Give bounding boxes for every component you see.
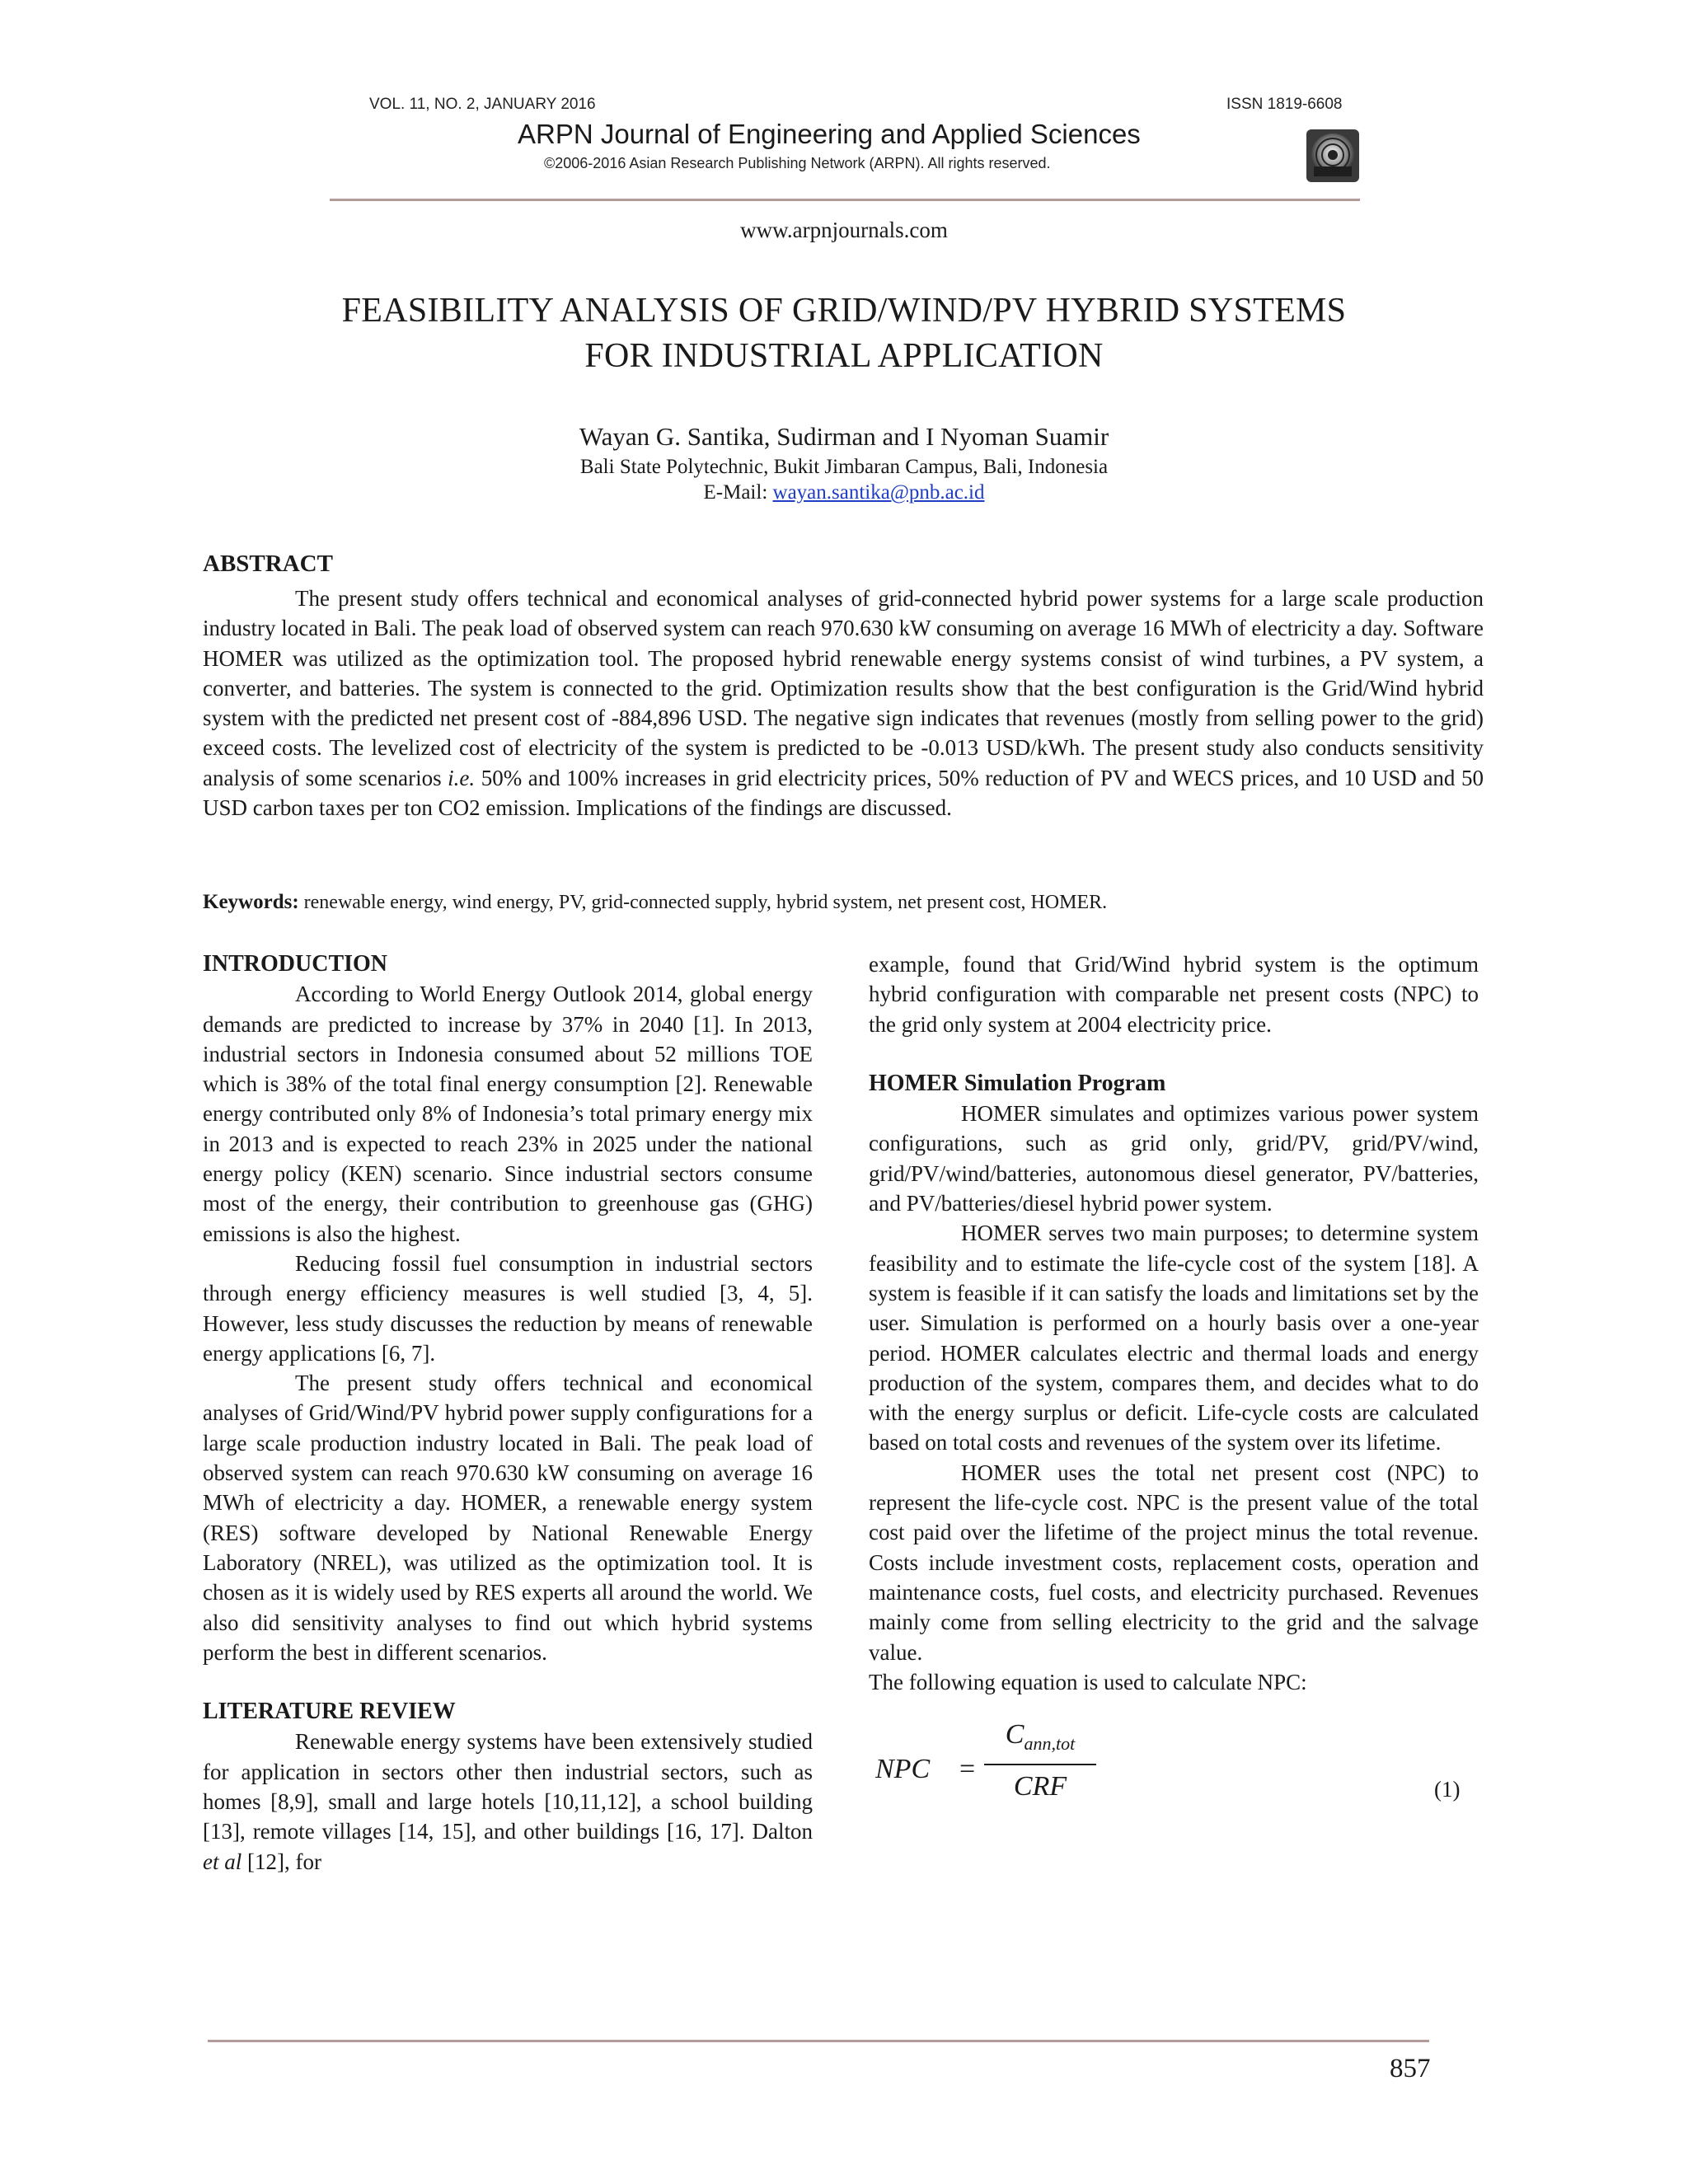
abstract-heading: ABSTRACT [203,551,333,577]
literature-text-part-2: [12], for [241,1849,321,1874]
email-link[interactable]: wayan.santika@pnb.ac.id [772,481,985,504]
homer-paragraph-3: HOMER uses the total net present cost (NPC) to represent the life-cycle cost. NPC is the present value of the total cost paid over the lifetime of the project minus the total revenue. Costs include investment costs, replacement costs, operation and maintenance costs, fuel costs, and electricity purchased. Revenues mainly come from selling electricity to the grid and the salvage value. [869,1460,1479,1665]
copyright: ©2006-2016 Asian Research Publishing Network (ARPN). All rights reserved. [544,155,1051,171]
right-column [869,949,1479,1817]
introduction-paragraph-1: According to World Energy Outlook 2014, global energy demands are predicted to increase by 37% in 2040 [1]. In 2013, industrial sectors in Indonesia consumed about 52 millions TOE which is 38% of the total final energy consumption [2]. Renewable energy contributed only 8% of Indonesia’s total primary energy mix in 2013 and is expected to reach 23% in 2025 under the national energy policy (KEN) scenario. Since industrial sectors consume most of the energy, their contribution to greenhouse gas (GHG) emissions is also the highest. [203,982,813,1246]
abstract-text-part-1: The present study offers technical and economical analyses of grid-connected hybrid power systems for a large scale production industry located in Bali. The peak load of observed system can reach 970.630 kW consuming on average 16 MWh of electricity a day. Software HOMER was utilized as the optimization tool. The proposed hybrid renewable energy systems consist of wind turbines, a PV system, a converter, and batteries. The system is connected to the grid. Optimization results show that the best configuration is the Grid/Wind hybrid system with the predicted net present cost of -884,896 USD. The negative sign indicates that revenues (mostly from selling power to the grid) exceed costs. The levelized cost of electricity of the system is predicted to be -0.013 USD/kWh. The present study also conducts sensitivity analysis of some scenarios [203,586,1484,790]
keywords [203,889,1489,916]
literature-et-al: et al [203,1849,242,1874]
equation-lhs: NPC [875,1754,931,1785]
homer-paragraph-1: HOMER simulates and optimizes various power system configurations, such as grid only, grid/PV, grid/PV/wind, grid/PV/wind/batteries, autonomous diesel generator, PV/batteries, and PV/batteries/diesel hybrid power system. [869,1101,1479,1216]
npc-equation [869,1718,1479,1817]
keywords-text: renewable energy, wind energy, PV, grid-connected supply, hybrid system, net present cost, HOMER. [298,892,1108,913]
left-column [203,949,813,1877]
literature-review-heading: LITERATURE REVIEW [203,1699,456,1725]
email-line [0,481,1688,504]
page-number: 857 [1390,2054,1431,2083]
email-label: E-Mail: [703,481,773,504]
literature-text-part-1: Renewable energy systems have been extensively studied for application in sectors other then industrial sectors, such as homes [8,9], small and large hotels [10,11,12], a school building [13], remote villages [14, 15], and other buildings [16, 17]. Dalton [203,1729,813,1844]
website-url[interactable]: www.arpnjournals.com [740,218,948,242]
equation-equals: = [959,1754,976,1785]
equation-denominator: CRF [1013,1770,1067,1802]
homer-paragraph-4: The following equation is used to calculate NPC: [869,1669,1307,1694]
authors: Wayan G. Santika, Sudirman and I Nyoman Suamir [579,422,1109,451]
equation-number: (1) [1434,1777,1461,1802]
literature-paragraph-1 [203,1727,813,1876]
introduction-heading: INTRODUCTION [203,951,388,977]
issn: ISSN 1819-6608 [1226,96,1343,113]
abstract-text [203,583,1484,823]
footer-rule [208,2040,1429,2042]
journal-name: ARPN Journal of Engineering and Applied Sciences [518,119,1141,149]
arpn-globe-logo-icon [1306,129,1360,183]
paper-title-line-2: FOR INDUSTRIAL APPLICATION [584,337,1104,375]
equation-numerator-subscript: ann,tot [1024,1732,1076,1754]
abstract-ie: i.e. [448,765,476,790]
header-rule [330,199,1360,201]
equation-numerator-symbol: C [1005,1719,1025,1750]
literature-paragraph-continued: example, found that Grid/Wind hybrid system is the optimum hybrid configuration with comparable net present costs (NPC) to the grid only system at 2004 electricity price. [869,952,1479,1037]
introduction-paragraph-2: Reducing fossil fuel consumption in industrial sectors through energy efficiency measures is well studied [3, 4, 5]. However, less study discusses the reduction by means of renewable energy applications [6, 7]. [203,1250,813,1366]
paper-title [206,288,1482,379]
equation-fraction [984,1718,1096,1803]
equation-fraction-bar [984,1764,1096,1765]
affiliation: Bali State Polytechnic, Bukit Jimbaran Campus, Bali, Indonesia [579,456,1109,478]
homer-paragraph-2: HOMER serves two main purposes; to determine system feasibility and to estimate the life-cycle cost of the system [18]. A system is feasible if it can satisfy the loads and limitations set by the user. Simulation is performed on a hourly basis over a one-year period. HOMER calculates electric and thermal loads and energy production of the system, compares them, and decides what to do with the energy surplus or deficit. Life-cycle costs are calculated based on total costs and revenues of the system over its lifetime. [869,1221,1479,1455]
introduction-paragraph-3: The present study offers technical and economical analyses of Grid/Wind/PV hybrid power supply configurations for a large scale production industry located in Bali. The peak load of observed system can reach 970.630 kW consuming on average 16 MWh of electricity a day. HOMER, a renewable energy system (RES) software developed by National Renewable Energy Laboratory (NREL), was utilized as the optimization tool. It is chosen as it is widely used by RES experts all around the world. We also did sensitivity analyses to find out which hybrid systems perform the best in different scenarios. [203,1371,813,1665]
keywords-label: Keywords: [203,891,299,913]
abstract-text-part-2: 50% and 100% increases in grid electricity prices, 50% reduction of PV and WECS prices, and 10 USD and 50 USD carbon taxes per ton CO2 emission. Implications of the findings are discussed. [203,765,1484,821]
paper-title-line-1: FEASIBILITY ANALYSIS OF GRID/WIND/PV HYBRID SYSTEMS [341,292,1347,330]
homer-heading: HOMER Simulation Program [869,1070,1166,1096]
equation-numerator [984,1718,1096,1760]
volume-info: VOL. 11, NO. 2, JANUARY 2016 [369,96,596,113]
